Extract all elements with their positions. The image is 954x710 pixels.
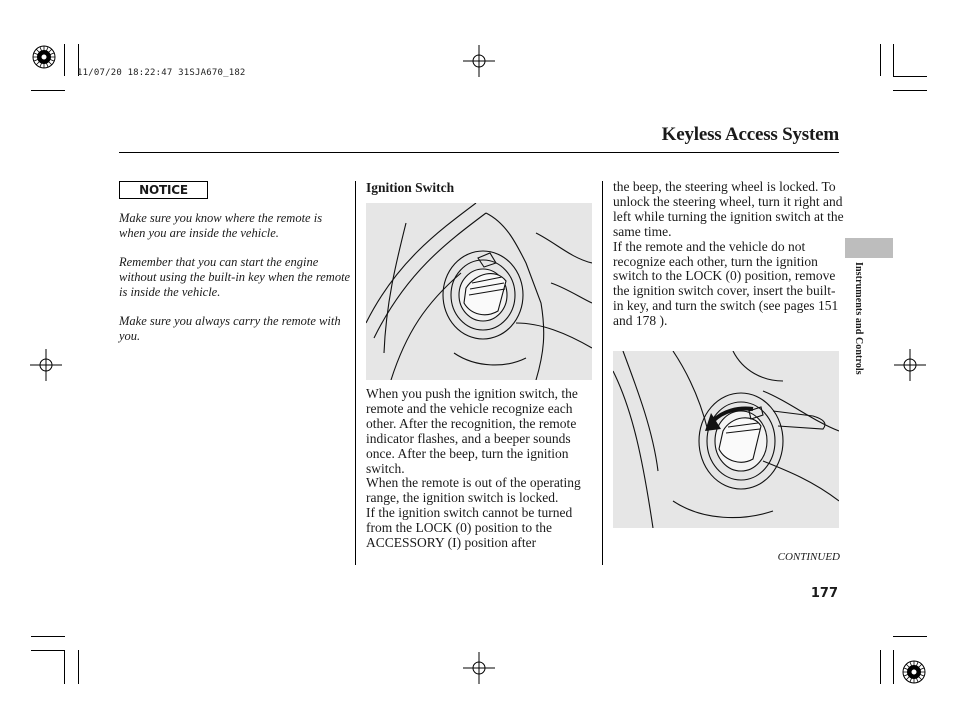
sunburst-top-left: [33, 46, 55, 68]
title-rule: [119, 152, 839, 153]
notice-badge: NOTICE: [119, 181, 208, 199]
ignition-key-illustration: [613, 351, 839, 528]
ignition-switch-illustration: [366, 203, 592, 380]
continued-label: CONTINUED: [777, 551, 840, 563]
notice-paragraph-3: Make sure you always carry the remote with you.: [119, 314, 341, 343]
print-timestamp: 11/07/20 18:22:47 31SJA670_182: [77, 68, 246, 78]
crosshair-bottom: [463, 652, 495, 684]
notice-paragraph-1: Make sure you know where the remote is when you are inside the vehicle.: [119, 211, 323, 240]
sunburst-bottom-right: [903, 661, 925, 683]
column-divider-left: [355, 181, 356, 565]
page-number: 177: [810, 586, 838, 601]
page-title: Keyless Access System: [661, 124, 839, 145]
notice-paragraph-2: Remember that you can start the engine without using the built-in key when the remote is inside the vehicle.: [119, 255, 351, 299]
middle-body-text: When you push the ignition switch, the remote and the vehicle recognize each other. After the recognition, the remote indicator flashes, and a beeper sounds once. After the beep, turn the ignition switch. When the remote is out of the operating range, the ignition switch is locked. If the ignition switch cannot be turned from the LOCK (0) position to the ACCESSORY (I) position after: [366, 386, 581, 551]
crosshair-top: [463, 45, 495, 77]
section-tab-marker: [845, 238, 893, 258]
section-heading: Ignition Switch: [366, 180, 455, 195]
crosshair-right: [894, 349, 926, 381]
section-side-label: Instruments and Controls: [853, 262, 864, 375]
column-divider-right: [602, 181, 603, 565]
right-body-text: the beep, the steering wheel is locked. To unlock the steering wheel, turn it right and left while turning the ignition switch at the same time. If the remote and the vehicle do not recognize each other, turn the ignition switch to the LOCK (0) position, remove the ignition switch cover, insert the built-in key, and turn the switch (see pages 151 and 178 ).: [613, 179, 844, 329]
crosshair-left: [30, 349, 62, 381]
